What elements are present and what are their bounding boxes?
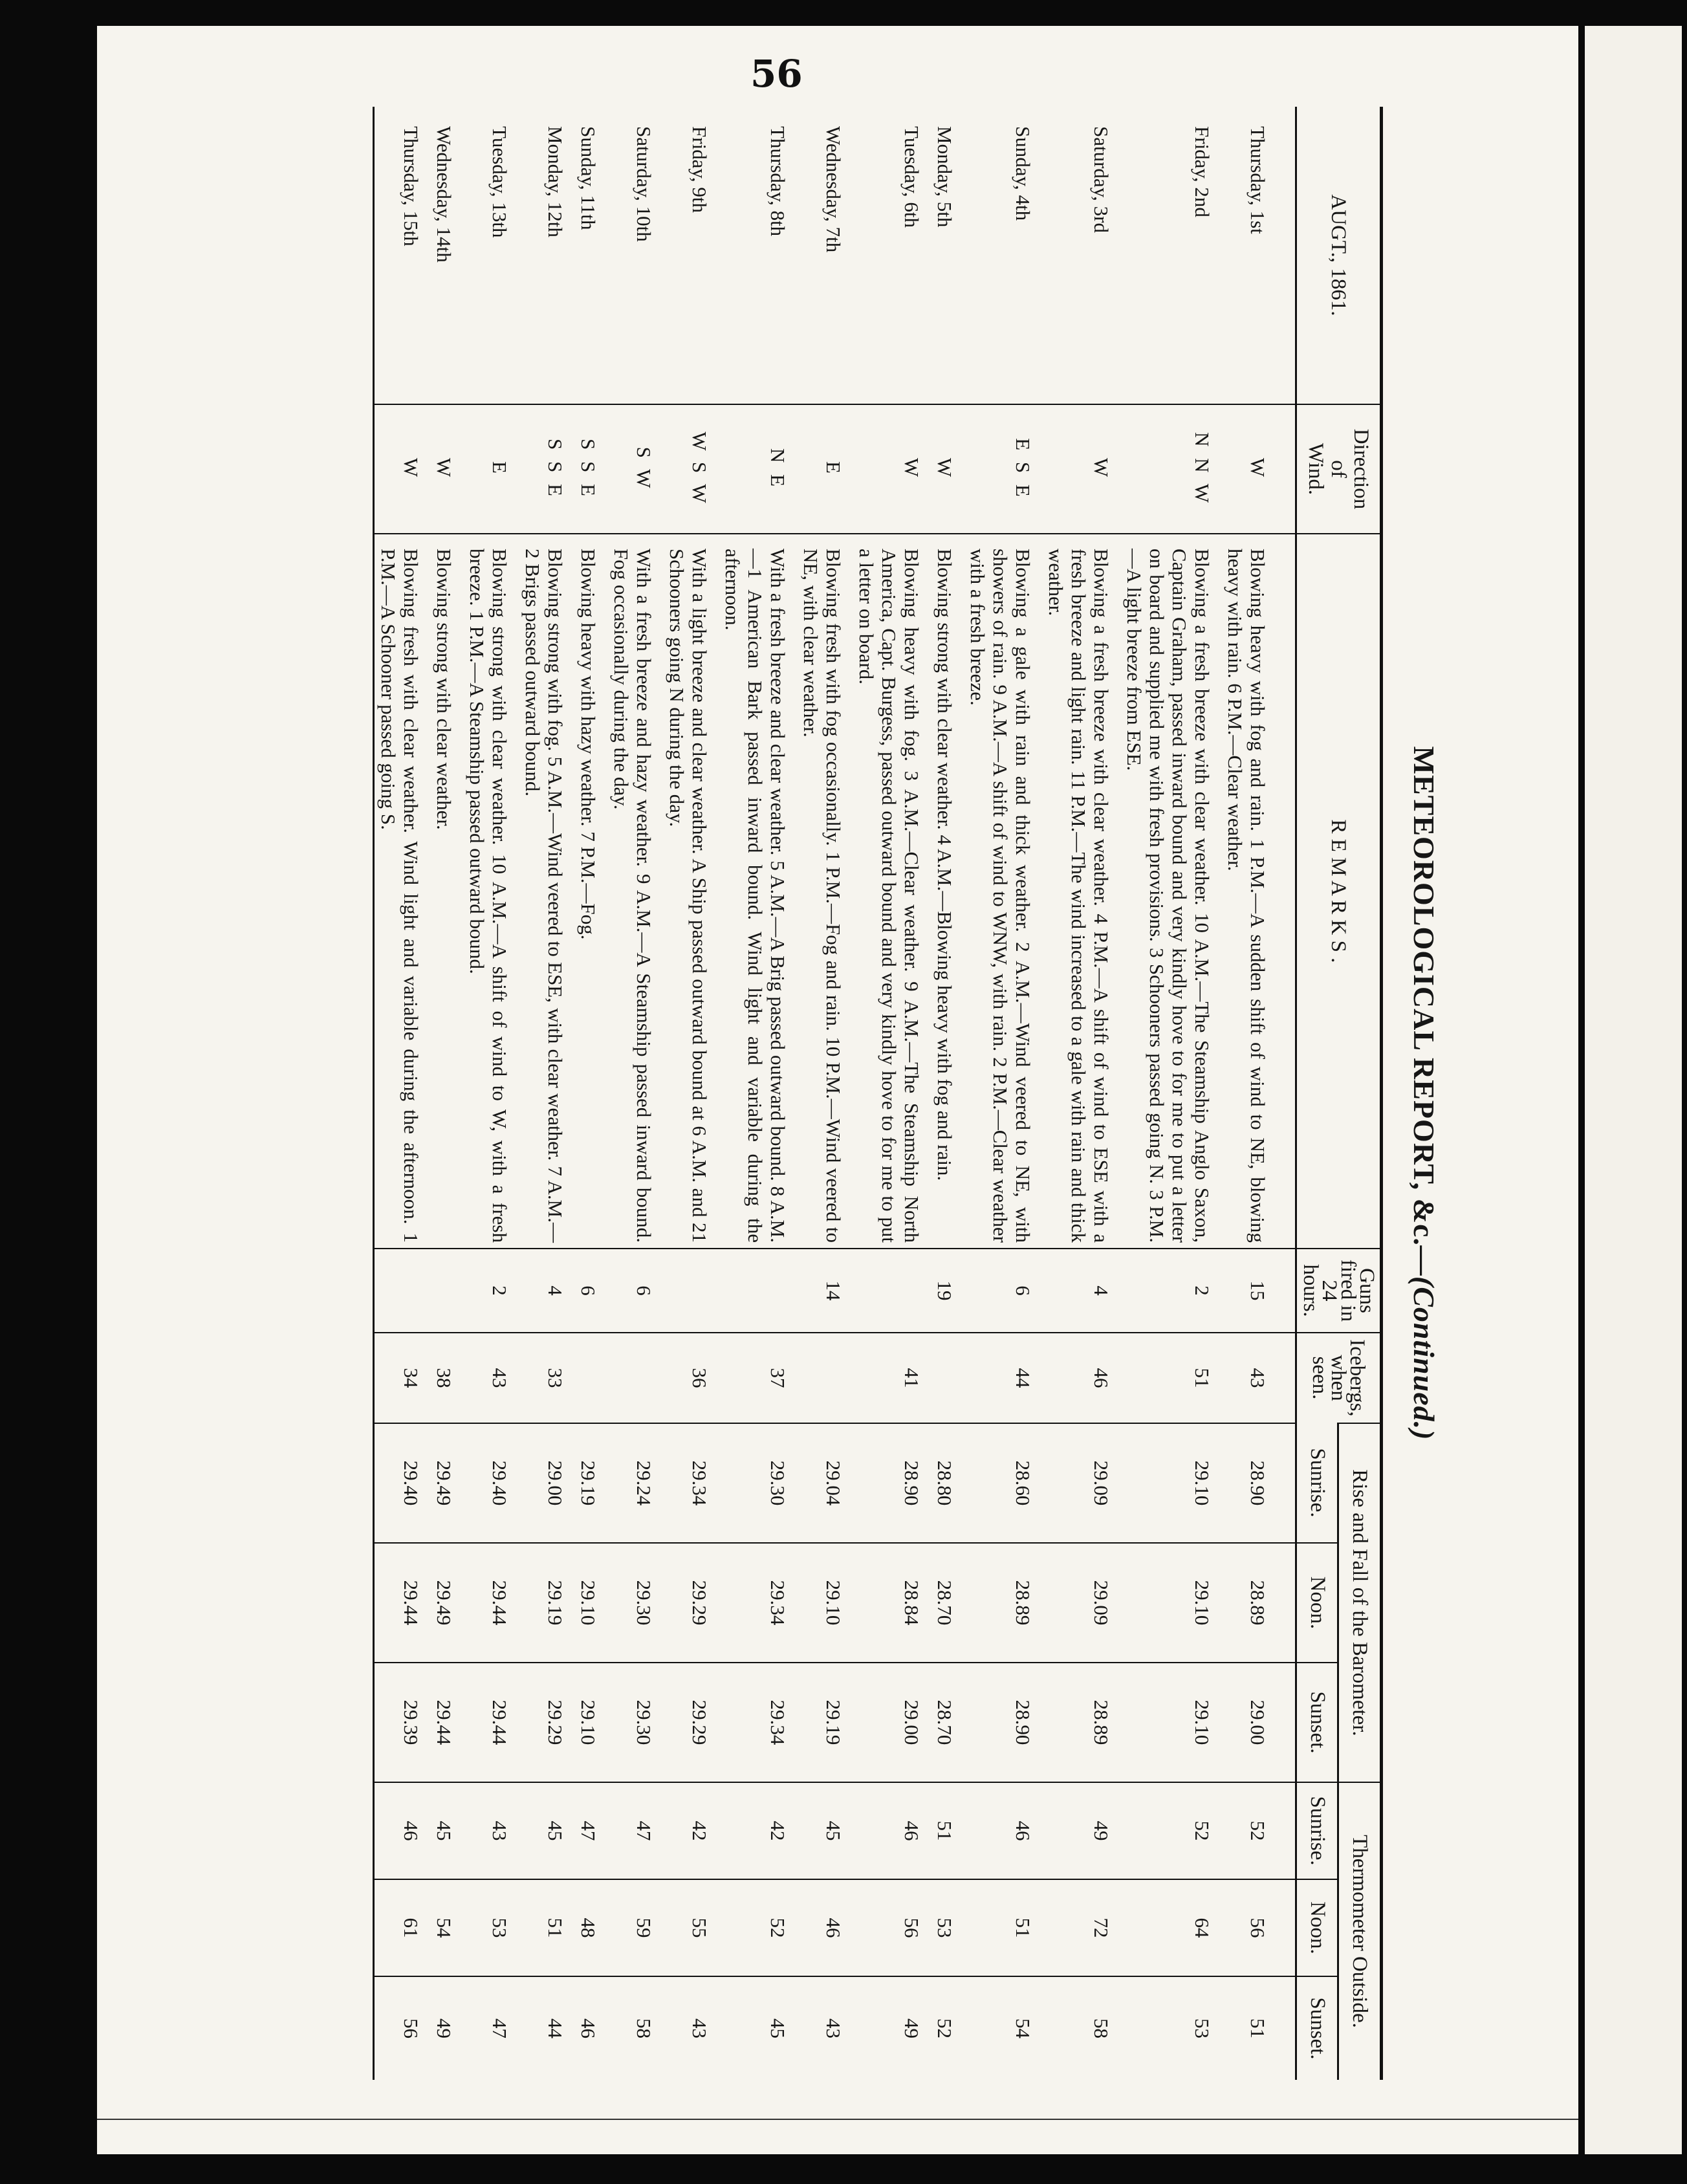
report-title-suffix: —(Continued.) (1408, 1245, 1441, 1441)
cell-baro-noon: 29.10 (1120, 1543, 1221, 1663)
icebergs-header: Icebergs, when seen. (1296, 1333, 1382, 1423)
date-header: AUGT., 1861. (1296, 107, 1382, 404)
cell-thermo-sunset: 45 (719, 1976, 797, 2080)
cell-icebergs: 51 (1120, 1333, 1221, 1423)
cell-remarks: Blowing a fresh breeze with clear weather. 4 P.M.—A shift of wind to ESE with a fresh breeze and light rain. 11 P.M.—The wind increased to a gale with rain and thick weather. (1042, 534, 1120, 1249)
table-row (519, 107, 574, 2080)
cell-wind: W (374, 404, 431, 534)
cell-wind: W (931, 404, 964, 534)
table-row (1120, 107, 1221, 2080)
cell-baro-sunrise: 28.90 (853, 1423, 931, 1543)
cell-thermo-noon: 64 (1120, 1879, 1221, 1976)
table-row (964, 107, 1042, 2080)
cell-baro-sunrise: 29.04 (797, 1423, 853, 1543)
cell-thermo-sunrise: 42 (719, 1782, 797, 1879)
cell-thermo-noon: 72 (1042, 1879, 1120, 1976)
cell-thermo-sunrise: 46 (964, 1782, 1042, 1879)
cell-remarks: Blowing strong with clear weather. 4 A.M.—Blowing heavy with fog and rain. (931, 534, 964, 1249)
baro-sunset-header: Sunset. (1296, 1663, 1338, 1782)
cell-icebergs (797, 1333, 853, 1423)
cell-guns (430, 1249, 463, 1333)
cell-baro-sunset: 29.34 (719, 1663, 797, 1782)
cell-baro-sunrise: 29.19 (574, 1423, 607, 1543)
cell-guns: 2 (1120, 1249, 1221, 1333)
cell-thermo-sunset: 43 (663, 1976, 719, 2080)
cell-icebergs: 38 (430, 1333, 463, 1423)
table-row (574, 107, 607, 2080)
cell-thermo-sunset: 54 (964, 1976, 1042, 2080)
cell-guns: 6 (574, 1249, 607, 1333)
guns-header: Guns fired in 24 hours. (1296, 1249, 1382, 1333)
cell-baro-sunrise: 29.40 (374, 1423, 431, 1543)
cell-remarks: Blowing heavy with hazy weather. 7 P.M.—Fog. (574, 534, 607, 1249)
cell-date: Friday, 2nd (1191, 126, 1214, 217)
cell-date: Sunday, 4th (1012, 126, 1034, 221)
cell-thermo-noon: 51 (964, 1879, 1042, 1976)
cell-remarks: Blowing fresh with fog occasionally. 1 P.M.—Fog and rain. 10 P.M.—Wind veered to NE, with clear weather. (797, 534, 853, 1249)
cell-thermo-sunrise: 45 (430, 1782, 463, 1879)
cell-baro-sunrise: 29.24 (607, 1423, 663, 1543)
cell-thermo-noon: 56 (1221, 1879, 1277, 1976)
cell-wind: W S W (663, 404, 719, 534)
cell-thermo-sunrise: 46 (853, 1782, 931, 1879)
cell-baro-sunset: 29.10 (1120, 1663, 1221, 1782)
cell-baro-noon: 29.44 (374, 1543, 431, 1663)
cell-thermo-sunset: 44 (519, 1976, 574, 2080)
cell-baro-sunset: 28.90 (964, 1663, 1042, 1782)
thermo-sunrise-header: Sunrise. (1296, 1782, 1338, 1879)
wind-header-mid: of (1327, 460, 1351, 478)
cell-baro-sunrise: 28.60 (964, 1423, 1042, 1543)
cell-remarks: Blowing strong with fog. 5 A.M.—Wind veered to ESE, with clear weather. 7 A.M.—2 Brigs passed outward bound. (519, 534, 574, 1249)
cell-guns: 2 (463, 1249, 519, 1333)
cell-remarks: Blowing a fresh breeze with clear weather. 10 A.M.—The Steamship Anglo Saxon, Captain Graham, passed inward bound and very kindly hove to for me to put a letter on board and supplied me with fresh provisions. 3 Schooners passed going N. 3 P.M.—A light breeze from ESE. (1120, 534, 1221, 1249)
cell-wind: S W (607, 404, 663, 534)
cell-date: Thursday, 8th (767, 126, 789, 237)
cell-baro-sunrise: 29.09 (1042, 1423, 1120, 1543)
cell-thermo-sunrise: 42 (663, 1782, 719, 1879)
table-row (607, 107, 663, 2080)
cell-guns: 15 (1221, 1249, 1277, 1333)
cell-baro-sunset: 28.89 (1042, 1663, 1120, 1782)
cell-remarks: Blowing fresh with clear weather. Wind light and variable during the afternoon. 1 P.M.—A Schooner passed going S. (374, 534, 431, 1249)
cell-wind: N N W (1120, 404, 1221, 534)
table-body (374, 107, 1296, 2080)
cell-baro-noon: 29.29 (663, 1543, 719, 1663)
cell-baro-sunset: 29.30 (607, 1663, 663, 1782)
cell-thermo-sunset: 46 (574, 1976, 607, 2080)
wind-header-top: Direction (1349, 428, 1373, 510)
cell-date: Wednesday, 14th (433, 126, 455, 263)
cell-wind: E (797, 404, 853, 534)
cell-icebergs: 43 (463, 1333, 519, 1423)
baro-noon-header: Noon. (1296, 1543, 1338, 1663)
cell-icebergs: 41 (853, 1333, 931, 1423)
cell-date: Monday, 5th (933, 126, 956, 228)
cell-thermo-noon: 51 (519, 1879, 574, 1976)
cell-wind: S S E (574, 404, 607, 534)
cell-baro-sunrise: 29.30 (719, 1423, 797, 1543)
cell-remarks: With a fresh breeze and hazy weather. 9 A.M.—A Steamship passed inward bound. Fog occasionally during the day. (607, 534, 663, 1249)
barometer-header: Rise and Fall of the Barometer. (1338, 1423, 1382, 1782)
cell-thermo-sunset: 56 (374, 1976, 431, 2080)
cell-guns (719, 1249, 797, 1333)
cell-thermo-sunset: 43 (797, 1976, 853, 2080)
cell-baro-sunrise: 28.90 (1221, 1423, 1277, 1543)
cell-thermo-sunset: 47 (463, 1976, 519, 2080)
cell-guns: 6 (607, 1249, 663, 1333)
cell-baro-sunset: 29.00 (853, 1663, 931, 1782)
cell-thermo-sunrise: 52 (1221, 1782, 1277, 1879)
cell-thermo-noon: 55 (663, 1879, 719, 1976)
weather-table (373, 107, 1383, 2080)
cell-remarks: Blowing a gale with rain and thick weather. 2 A.M.—Wind veered to NE, with showers of rain. 9 A.M.—A shift of wind to WNW, with rain. 2 P.M.—Clear weather with a fresh breeze. (964, 534, 1042, 1249)
cell-baro-sunrise: 29.00 (519, 1423, 574, 1543)
cell-baro-noon: 28.84 (853, 1543, 931, 1663)
cell-baro-noon: 29.44 (463, 1543, 519, 1663)
cell-thermo-noon: 59 (607, 1879, 663, 1976)
cell-baro-noon: 28.89 (1221, 1543, 1277, 1663)
cell-guns: 4 (1042, 1249, 1120, 1333)
cell-baro-sunset: 28.70 (931, 1663, 964, 1782)
cell-icebergs: 46 (1042, 1333, 1120, 1423)
cell-thermo-sunrise: 52 (1120, 1782, 1221, 1879)
cell-remarks: Blowing heavy with fog. 3 A.M.—Clear weather. 9 A.M.—The Steamship North America, Capt. Burgess, passed outward bound and very kindly hove to for me to put a letter on board. (853, 534, 931, 1249)
page-bottom-edge (97, 2119, 1578, 2120)
cell-thermo-noon: 56 (853, 1879, 931, 1976)
table-row (1221, 107, 1277, 2080)
table-row (430, 107, 463, 2080)
cell-baro-sunset: 29.10 (574, 1663, 607, 1782)
cell-thermo-sunrise: 49 (1042, 1782, 1120, 1879)
cell-thermo-noon: 53 (463, 1879, 519, 1976)
cell-thermo-sunrise: 43 (463, 1782, 519, 1879)
cell-thermo-sunset: 58 (1042, 1976, 1120, 2080)
cell-guns (374, 1249, 431, 1333)
cell-baro-noon: 29.09 (1042, 1543, 1120, 1663)
cell-remarks: Blowing heavy with fog and rain. 1 P.M.—A sudden shift of wind to NE, blowing heavy with rain. 6 P.M.—Clear weather. (1221, 534, 1277, 1249)
cell-thermo-noon: 54 (430, 1879, 463, 1976)
cell-remarks: Blowing strong with clear weather. 10 A.M.—A shift of wind to W, with a fresh breeze. 1 P.M.—A Steamship passed outward bound. (463, 534, 519, 1249)
cell-wind: W (1221, 404, 1277, 534)
cell-thermo-sunset: 49 (853, 1976, 931, 2080)
cell-thermo-sunset: 52 (931, 1976, 964, 2080)
cell-icebergs (574, 1333, 607, 1423)
report-title-text: METEOROLOGICAL REPORT, &c. (1408, 746, 1441, 1246)
cell-baro-sunset: 29.29 (663, 1663, 719, 1782)
cell-thermo-sunrise: 51 (931, 1782, 964, 1879)
cell-date: Friday, 9th (688, 126, 711, 213)
cell-guns (663, 1249, 719, 1333)
cell-thermo-noon: 46 (797, 1879, 853, 1976)
cell-baro-noon: 29.49 (430, 1543, 463, 1663)
cell-icebergs: 43 (1221, 1333, 1277, 1423)
remarks-header: R E M A R K S . (1296, 534, 1382, 1249)
cell-baro-sunset: 29.39 (374, 1663, 431, 1782)
cell-date: Thursday, 1st (1246, 126, 1269, 234)
cell-guns: 4 (519, 1249, 574, 1333)
cell-icebergs: 36 (663, 1333, 719, 1423)
cell-date: Tuesday, 13th (488, 126, 511, 238)
cell-baro-sunrise: 29.34 (663, 1423, 719, 1543)
header-row-top (1338, 107, 1382, 2080)
table-row (931, 107, 964, 2080)
table-row (663, 107, 719, 2080)
cell-baro-noon: 29.30 (607, 1543, 663, 1663)
cell-wind: S S E (519, 404, 574, 534)
thermo-sunset-header: Sunset. (1296, 1976, 1338, 2080)
cell-thermo-sunrise: 47 (607, 1782, 663, 1879)
report-title (1407, 107, 1441, 2080)
cell-guns: 14 (797, 1249, 853, 1333)
cell-baro-noon: 29.10 (797, 1543, 853, 1663)
table-row (374, 107, 431, 2080)
cell-remarks: With a fresh breeze and clear weather. 5 A.M.—A Brig passed outward bound. 8 A.M.—1 American Bark passed inward bound. Wind light and variable during the afternoon. (719, 534, 797, 1249)
cell-baro-sunrise: 29.10 (1120, 1423, 1221, 1543)
cell-baro-noon: 29.19 (519, 1543, 574, 1663)
cell-icebergs: 44 (964, 1333, 1042, 1423)
baro-sunrise-header: Sunrise. (1296, 1423, 1338, 1543)
cell-thermo-sunrise: 47 (574, 1782, 607, 1879)
table-row (719, 107, 797, 2080)
wind-header-bottom: Wind. (1304, 442, 1328, 496)
cell-baro-sunset: 29.44 (430, 1663, 463, 1782)
cell-baro-noon: 28.89 (964, 1543, 1042, 1663)
cell-wind: W (430, 404, 463, 534)
cell-thermo-noon: 52 (719, 1879, 797, 1976)
cell-icebergs: 37 (719, 1333, 797, 1423)
cell-baro-noon: 29.34 (719, 1543, 797, 1663)
cell-baro-sunset: 29.19 (797, 1663, 853, 1782)
cell-thermo-noon: 48 (574, 1879, 607, 1976)
cell-guns: 6 (964, 1249, 1042, 1333)
cell-date: Sunday, 11th (577, 126, 600, 230)
cell-wind: W (853, 404, 931, 534)
cell-baro-sunrise: 29.40 (463, 1423, 519, 1543)
cell-baro-noon: 29.10 (574, 1543, 607, 1663)
table-row (1042, 107, 1120, 2080)
cell-date: Monday, 12th (544, 126, 567, 237)
cell-thermo-sunset: 51 (1221, 1976, 1277, 2080)
cell-wind: W (1042, 404, 1120, 534)
cell-date: Saturday, 10th (633, 126, 655, 242)
page-number: 56 (750, 52, 803, 96)
cell-baro-sunrise: 28.80 (931, 1423, 964, 1543)
cell-date: Thursday, 15th (400, 126, 422, 246)
cell-baro-sunrise: 29.49 (430, 1423, 463, 1543)
cell-icebergs: 34 (374, 1333, 431, 1423)
table-row (463, 107, 519, 2080)
cell-thermo-sunset: 58 (607, 1976, 663, 2080)
thermometer-header: Thermometer Outside. (1338, 1782, 1382, 2080)
cell-remarks: Blowing strong with clear weather. (430, 534, 463, 1249)
cell-baro-sunset: 29.00 (1221, 1663, 1277, 1782)
cell-date: Tuesday, 6th (900, 126, 923, 228)
thermo-noon-header: Noon. (1296, 1879, 1338, 1976)
cell-baro-sunset: 29.29 (519, 1663, 574, 1782)
cell-thermo-noon: 53 (931, 1879, 964, 1976)
facing-page-edge (1585, 26, 1682, 2154)
rotated-report (147, 107, 1506, 2080)
table-row (797, 107, 853, 2080)
cell-wind: N E (719, 404, 797, 534)
cell-icebergs (607, 1333, 663, 1423)
cell-thermo-sunrise: 45 (797, 1782, 853, 1879)
cell-remarks: With a light breeze and clear weather. A Ship passed outward bound at 6 A.M. and 21 Schooners going N during the day. (663, 534, 719, 1249)
cell-baro-noon: 28.70 (931, 1543, 964, 1663)
cell-date: Wednesday, 7th (822, 126, 845, 253)
table-spacer (1277, 107, 1296, 2080)
cell-guns: 19 (931, 1249, 964, 1333)
wind-header (1296, 404, 1382, 534)
cell-baro-sunset: 29.44 (463, 1663, 519, 1782)
cell-thermo-sunrise: 46 (374, 1782, 431, 1879)
cell-icebergs (931, 1333, 964, 1423)
cell-thermo-sunset: 49 (430, 1976, 463, 2080)
cell-wind: E (463, 404, 519, 534)
cell-date: Saturday, 3rd (1090, 126, 1113, 234)
cell-icebergs: 33 (519, 1333, 574, 1423)
cell-guns (853, 1249, 931, 1333)
cell-thermo-noon: 61 (374, 1879, 431, 1976)
cell-wind: E S E (964, 404, 1042, 534)
cell-thermo-sunset: 53 (1120, 1976, 1221, 2080)
cell-thermo-sunrise: 45 (519, 1782, 574, 1879)
table-row (853, 107, 931, 2080)
